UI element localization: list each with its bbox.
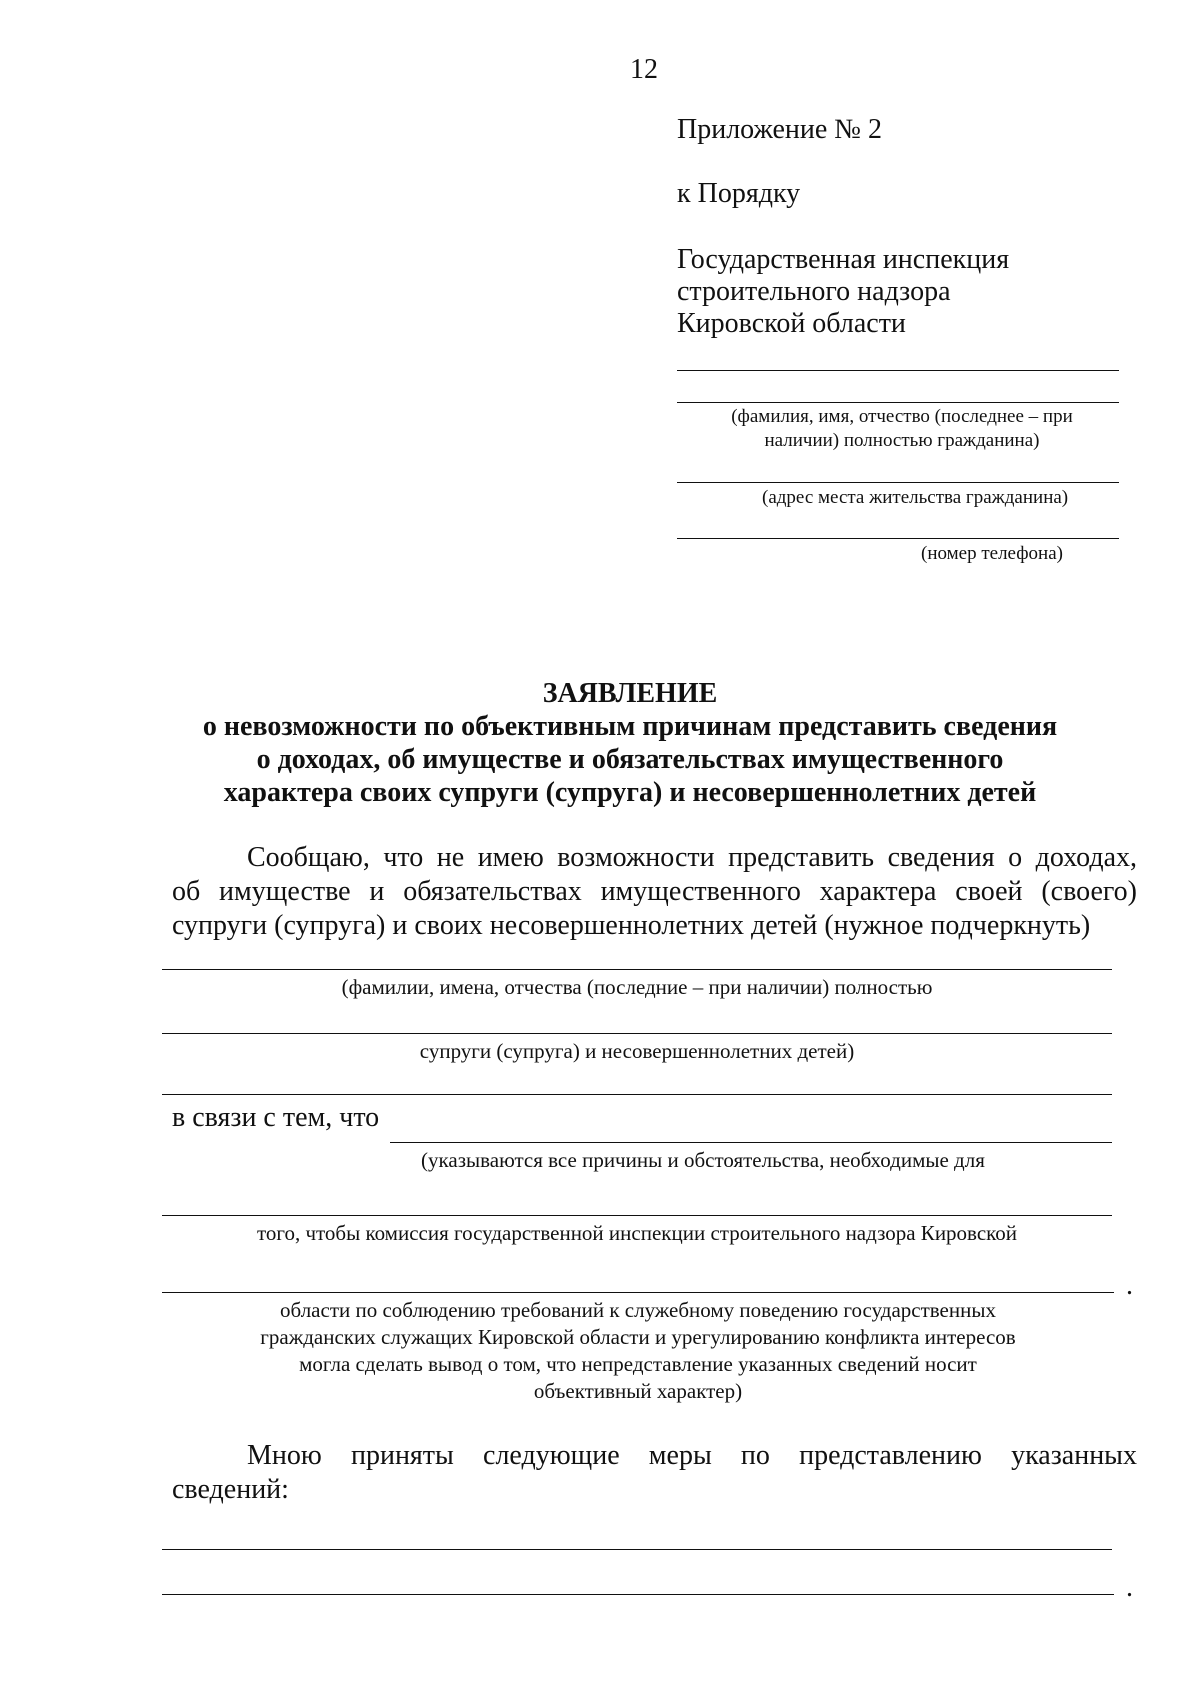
paragraph-2-line-2: сведений: <box>172 1474 289 1505</box>
paragraph-1-line-3: супруги (супруга) и своих несовершеннолетних детей (нужное подчеркнуть) <box>172 910 1091 941</box>
applicant-line-2 <box>677 402 1119 403</box>
caption-address: (адрес места жительства гражданина) <box>762 487 1069 508</box>
subtitle-line-2: о доходах, об имуществе и обязательствах имущественного <box>256 744 1004 775</box>
extra-line <box>162 1094 1112 1095</box>
caption-spouse: супруги (супруга) и несовершеннолетних детей) <box>419 1039 855 1063</box>
org-name-line-3: Кировской области <box>677 308 906 339</box>
appendix-label: Приложение № 2 <box>677 114 882 145</box>
caption-phone: (номер телефона) <box>921 543 1063 564</box>
address-line <box>677 482 1119 483</box>
measures-period: . <box>1126 1572 1133 1603</box>
due-to-label: в связи с тем, что <box>172 1102 380 1133</box>
caption-full-name-2: наличии) полностью гражданина) <box>764 430 1040 451</box>
org-name-line-1: Государственная инспекция <box>677 244 1010 275</box>
phone-line <box>677 538 1119 539</box>
reason-period: . <box>1126 1270 1133 1301</box>
subtitle-line-1: о невозможности по объективным причинам представить сведения <box>202 711 1058 742</box>
measures-line-1 <box>162 1549 1112 1550</box>
document-title: ЗАЯВЛЕНИЕ <box>542 678 718 709</box>
caption-reasons-1: (указываются все причины и обстоятельства, необходимые для <box>421 1148 985 1172</box>
paragraph-2-line-1: Мною приняты следующие меры по представлению указанных <box>247 1440 1137 1471</box>
reason-line-2 <box>162 1215 1112 1216</box>
caption-reasons-4: гражданских служащих Кировской области и урегулированию конфликта интересов <box>260 1325 1016 1349</box>
names-line <box>162 969 1112 970</box>
caption-reasons-5: могла сделать вывод о том, что непредставление указанных сведений носит <box>299 1352 977 1376</box>
paragraph-1-line-2: об имуществе и обязательствах имущественного характера своей (своего) <box>172 876 1137 907</box>
caption-reasons-3: области по соблюдению требований к служебному поведению государственных <box>280 1298 996 1322</box>
spouse-line <box>162 1033 1112 1034</box>
reason-line-3 <box>162 1292 1114 1293</box>
org-name-line-2: строительного надзора <box>677 276 951 307</box>
reason-line-1 <box>390 1142 1112 1143</box>
subtitle-line-3: характера своих супруги (супруга) и несовершеннолетних детей <box>223 777 1037 808</box>
applicant-line-1 <box>677 370 1119 371</box>
caption-reasons-2: того, чтобы комиссия государственной инспекции строительного надзора Кировской <box>256 1221 1018 1245</box>
paragraph-1-line-1: Сообщаю, что не имею возможности представить сведения о доходах, <box>247 842 1137 873</box>
page-number: 12 <box>630 54 658 85</box>
caption-reasons-6: объективный характер) <box>533 1379 743 1403</box>
measures-line-2 <box>162 1594 1114 1595</box>
to-order-label: к Порядку <box>677 178 801 209</box>
caption-full-name-1: (фамилия, имя, отчество (последнее – при <box>731 406 1073 427</box>
caption-names: (фамилии, имена, отчества (последние – при наличии) полностью <box>341 975 933 999</box>
